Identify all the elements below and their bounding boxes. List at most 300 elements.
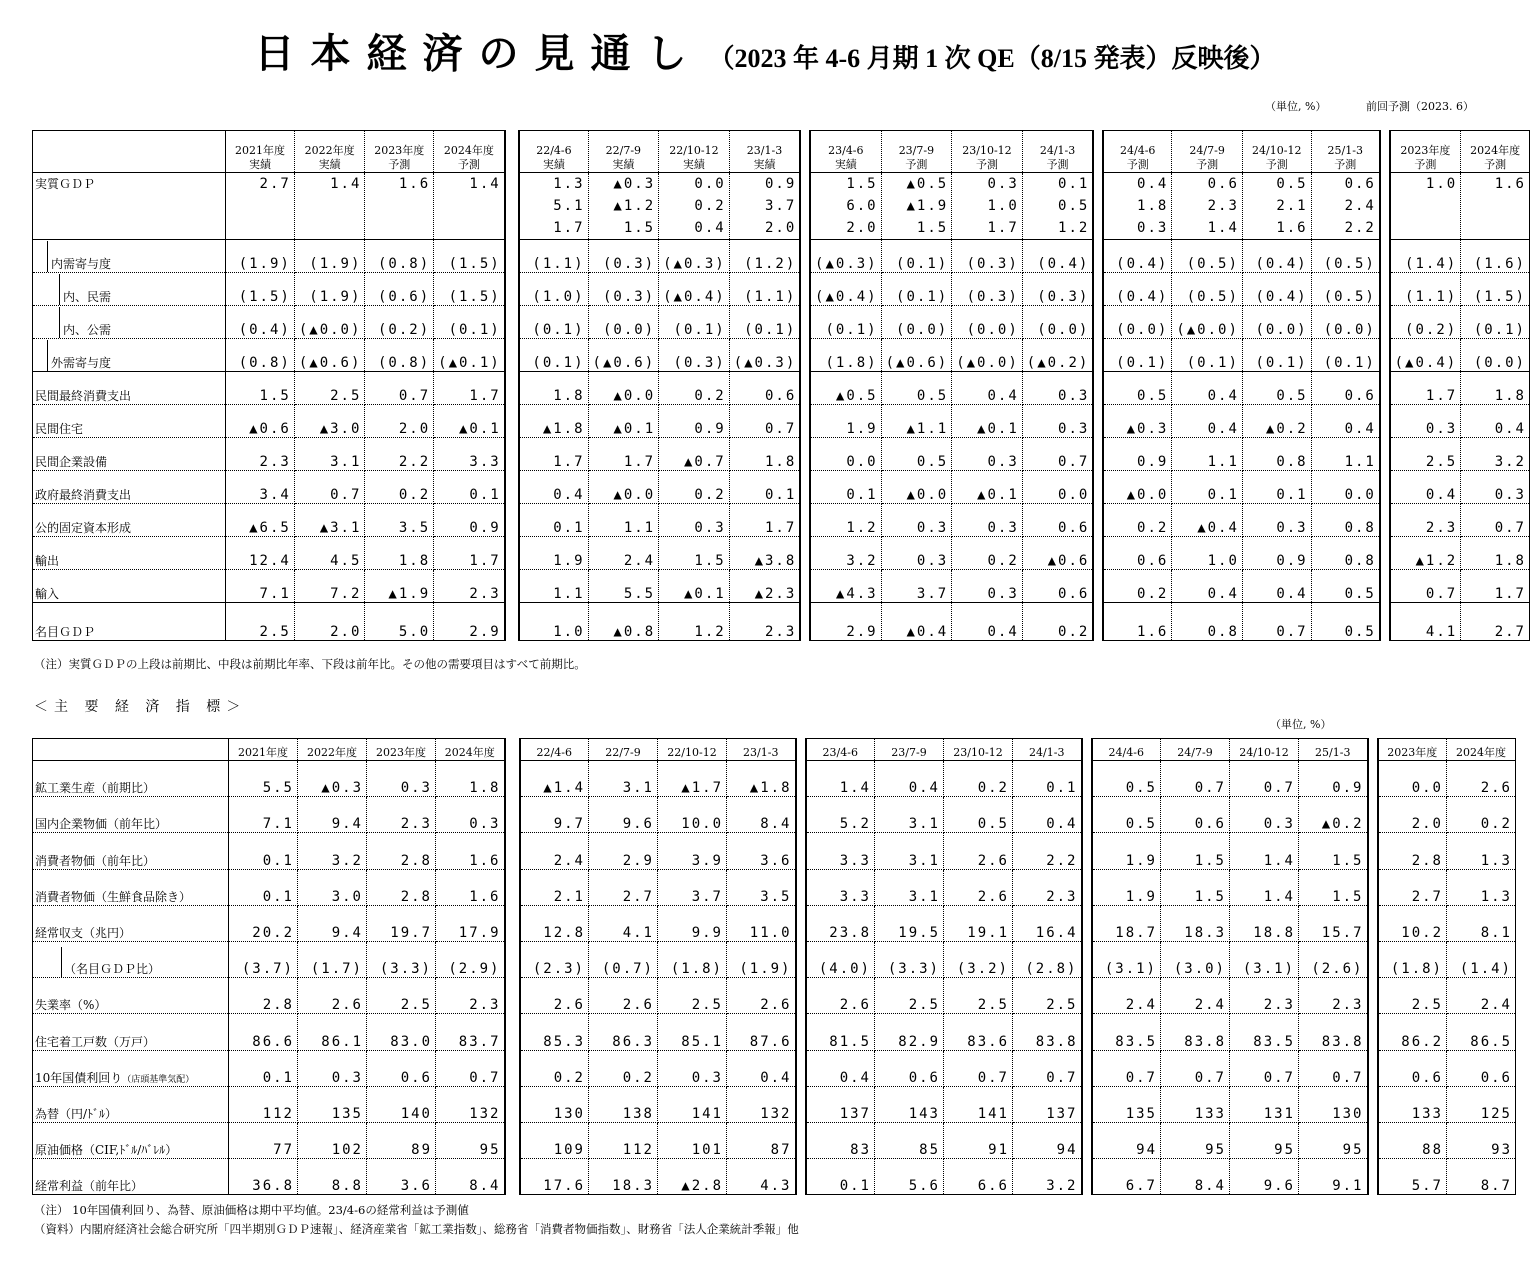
value-cell: [589, 1159, 658, 1195]
value-text: 0.4: [1425, 487, 1458, 503]
column-gap: [505, 306, 520, 339]
value-cell: [298, 1014, 367, 1050]
value-cell: [520, 978, 589, 1014]
value-text: 1.9: [846, 421, 878, 437]
gdp-line: [230, 173, 291, 195]
value-text: 2.5: [259, 624, 291, 640]
value-cell: [1161, 905, 1230, 941]
value-cell: [520, 1122, 589, 1158]
value-cell: [1390, 339, 1461, 372]
value-text: ▲1.4: [543, 780, 585, 797]
value-text: 1.7: [469, 388, 501, 404]
value-text: (0.5): [1186, 289, 1239, 305]
column-header: [1390, 131, 1461, 173]
column-gap: [796, 1122, 806, 1158]
value-cell: [875, 761, 944, 797]
value-cell: [434, 339, 505, 372]
value-text: 0.5: [977, 816, 1009, 833]
column-gap: [505, 1086, 520, 1122]
header-period: 22/7-9: [605, 144, 642, 157]
header-row: [33, 131, 1530, 173]
value-cell: [1092, 1050, 1161, 1086]
value-text: (1.9): [739, 961, 792, 978]
gdp-line: [1316, 217, 1376, 239]
value-text: 0.2: [694, 487, 726, 503]
page-title: [0, 22, 1530, 79]
value-cell: [1022, 471, 1093, 504]
value-cell: [727, 1086, 796, 1122]
table-row: [33, 438, 1530, 471]
column-gap: [1082, 869, 1092, 905]
column-gap: [800, 131, 810, 173]
column-gap: [796, 761, 806, 797]
value-cell: [1230, 1050, 1299, 1086]
value-text: 10.2: [1401, 924, 1443, 941]
value-cell: [1161, 761, 1230, 797]
value-cell: [806, 797, 875, 833]
value-text: 0.5: [916, 454, 949, 470]
column-gap: [796, 1086, 806, 1122]
column-gap: [796, 1014, 806, 1050]
value-text: (▲0.6): [592, 355, 656, 371]
value-text: 140: [400, 1105, 432, 1122]
value-text: 2.3: [1046, 888, 1078, 905]
value-text: (0.1): [1255, 355, 1308, 371]
value-text: 0.7: [1425, 586, 1458, 602]
header-period: 2021年度: [234, 144, 285, 157]
table-row: [33, 306, 1530, 339]
value-text: 0.8: [1276, 454, 1308, 470]
value-text: 0.3: [469, 816, 501, 833]
value-cell: [729, 603, 800, 641]
value-text: 5.6: [908, 1178, 940, 1195]
column-gap: [800, 471, 810, 504]
value-text: 2.5: [691, 997, 723, 1014]
value-cell: [367, 905, 436, 941]
value-cell: [1161, 833, 1230, 869]
value-cell: [589, 1086, 658, 1122]
value-text: (1.5): [448, 289, 501, 305]
value-cell: [1161, 1086, 1230, 1122]
gdp-line: [299, 195, 362, 217]
gdp-value: ▲1.9: [906, 198, 949, 214]
column-gap: [1380, 131, 1390, 173]
row-label: [33, 905, 229, 941]
value-cell: [1311, 603, 1380, 641]
column-gap: [796, 905, 806, 941]
value-cell: [806, 761, 875, 797]
value-cell: [881, 603, 952, 641]
value-cell: [1103, 537, 1172, 570]
value-text: 83.5: [1253, 1033, 1295, 1050]
value-cell: [1378, 1122, 1447, 1158]
value-text: (0.0): [1037, 322, 1090, 338]
value-cell: [1022, 339, 1093, 372]
column-gap: [505, 797, 520, 833]
value-cell: [875, 978, 944, 1014]
value-text: (1.8): [1390, 961, 1443, 978]
value-text: 0.3: [400, 780, 432, 797]
gdp-value-cell: [810, 173, 881, 240]
gdp-value-cell: [729, 173, 800, 240]
value-cell: [1378, 797, 1447, 833]
value-cell: [588, 372, 659, 405]
value-text: 89: [411, 1142, 432, 1159]
value-text: 16.4: [1035, 924, 1078, 941]
value-text: 0.3: [916, 520, 949, 536]
value-text: 0.3: [1263, 816, 1295, 833]
gdp-value: 2.1: [1276, 198, 1308, 214]
row-label-text: 経常収支（兆円）: [35, 925, 132, 940]
value-text: (0.1): [673, 322, 726, 338]
row-label-text: 輸出: [35, 554, 60, 568]
label-inner: [35, 1105, 224, 1122]
value-cell: [1299, 833, 1368, 869]
value-text: 3.3: [839, 888, 871, 905]
value-cell: [434, 405, 505, 438]
value-text: 0.4: [1207, 586, 1239, 602]
value-cell: [1378, 1050, 1447, 1086]
value-text: 0.3: [1058, 421, 1090, 437]
value-text: 2.6: [553, 997, 585, 1014]
gdp-line: [438, 195, 501, 217]
gdp-value-cell: [1390, 173, 1461, 240]
value-text: 132: [760, 1105, 792, 1122]
value-cell: [881, 372, 952, 405]
value-text: 102: [331, 1142, 363, 1159]
value-text: 15.7: [1321, 924, 1364, 941]
value-text: (0.5): [1323, 256, 1376, 272]
column-gap: [1380, 273, 1390, 306]
gdp-line: [438, 217, 501, 239]
value-text: (1.6): [1473, 256, 1526, 272]
header-period: 24/4-6: [1120, 144, 1156, 157]
gdp-line: [956, 195, 1019, 217]
value-text: 18.3: [1184, 924, 1226, 941]
column-header: [436, 739, 505, 761]
value-cell: [365, 471, 434, 504]
column-gap: [1380, 537, 1390, 570]
value-cell: [519, 240, 588, 273]
value-text: 1.5: [259, 388, 291, 404]
header-status: 予測: [1196, 158, 1219, 171]
value-text: 11.0: [749, 924, 792, 941]
gdp-line: [1395, 195, 1458, 217]
gdp-value: 0.6: [1344, 176, 1376, 192]
value-text: 2.5: [908, 997, 940, 1014]
column-gap: [505, 1014, 520, 1050]
value-cell: [589, 905, 658, 941]
column-gap: [1380, 240, 1390, 273]
indicators-table: [32, 738, 1516, 1195]
value-cell: [588, 405, 659, 438]
table-row: [33, 504, 1530, 537]
value-cell: [229, 1122, 298, 1158]
value-text: ▲1.2: [1415, 553, 1458, 569]
column-gap: [1082, 941, 1092, 977]
value-text: 3.5: [398, 520, 431, 536]
value-text: (4.0): [818, 961, 871, 978]
header-period: 22/4-6: [536, 144, 572, 157]
value-text: 3.2: [1494, 454, 1526, 470]
value-text: (0.4): [238, 322, 291, 338]
row-label: [33, 1086, 229, 1122]
value-text: 86.6: [252, 1033, 294, 1050]
value-text: (0.1): [896, 289, 949, 305]
value-cell: [1013, 833, 1082, 869]
value-cell: [294, 405, 365, 438]
value-text: ▲0.6: [1047, 553, 1090, 569]
gdp-value: 1.5: [623, 220, 656, 236]
value-cell: [367, 941, 436, 977]
column-gap: [505, 471, 520, 504]
value-text: (0.1): [532, 355, 585, 371]
value-cell: [1161, 1050, 1230, 1086]
value-text: 2.0: [398, 421, 431, 437]
column-gap: [1368, 941, 1378, 977]
value-cell: [806, 1159, 875, 1195]
value-cell: [1311, 405, 1380, 438]
value-cell: [881, 273, 952, 306]
value-cell: [1103, 339, 1172, 372]
value-cell: [1161, 1122, 1230, 1158]
value-text: 0.7: [469, 1069, 501, 1086]
row-label: [33, 438, 226, 471]
value-cell: [1022, 504, 1093, 537]
table-row: [33, 869, 1516, 905]
value-cell: [875, 869, 944, 905]
value-text: 0.6: [1411, 1069, 1443, 1086]
column-gap: [796, 833, 806, 869]
gdp-value: 1.5: [916, 220, 949, 236]
table-row: [33, 1086, 1516, 1122]
column-gap: [800, 570, 810, 603]
column-gap: [1380, 306, 1390, 339]
gdp-line: [815, 217, 878, 239]
value-cell: [658, 833, 727, 869]
row-label-text: 公的固定資本形成: [35, 521, 132, 535]
value-cell: [1242, 273, 1311, 306]
value-cell: [944, 797, 1013, 833]
header-period: 25/1-3: [1327, 144, 1363, 157]
value-cell: [298, 797, 367, 833]
value-text: (0.8): [377, 355, 431, 371]
value-text: (1.9): [309, 256, 362, 272]
value-text: 2.8: [262, 997, 294, 1014]
value-cell: [1172, 603, 1243, 641]
value-cell: [810, 405, 881, 438]
value-cell: [727, 797, 796, 833]
value-text: 2.1: [553, 888, 585, 905]
header-period: 2024年度: [1470, 144, 1521, 157]
value-cell: [1378, 1159, 1447, 1195]
value-cell: [658, 1014, 727, 1050]
column-gap: [505, 240, 520, 273]
gdp-line: [438, 173, 501, 195]
value-cell: [1242, 504, 1311, 537]
value-cell: [1311, 273, 1380, 306]
value-cell: [365, 273, 434, 306]
value-text: 4.5: [330, 553, 362, 569]
column-gap: [1082, 1122, 1092, 1158]
column-gap: [800, 339, 810, 372]
value-text: 8.1: [1480, 924, 1512, 941]
value-text: 1.7: [623, 454, 656, 470]
row-label: [33, 978, 229, 1014]
value-cell: [1230, 869, 1299, 905]
column-gap: [1368, 833, 1378, 869]
value-text: 77: [273, 1142, 294, 1159]
value-text: 0.8: [1344, 553, 1376, 569]
header-blank: [33, 739, 229, 761]
value-cell: [294, 240, 365, 273]
value-text: 0.0: [1058, 487, 1090, 503]
value-text: 2.3: [259, 454, 291, 470]
row-label: [33, 1014, 229, 1050]
value-text: (▲0.4): [1394, 355, 1458, 371]
value-cell: [1092, 1159, 1161, 1195]
header-status: 予測: [1046, 158, 1069, 171]
table-row: [33, 905, 1516, 941]
value-text: 4.3: [760, 1178, 792, 1195]
value-cell: [1161, 869, 1230, 905]
value-cell: [658, 941, 727, 977]
value-text: 109: [553, 1142, 585, 1159]
value-cell: [1311, 339, 1380, 372]
value-text: 0.3: [331, 1069, 363, 1086]
value-cell: [875, 833, 944, 869]
value-cell: [436, 833, 505, 869]
gdp-value-cell: [226, 173, 295, 240]
value-cell: [1172, 339, 1243, 372]
value-text: 17.6: [543, 1178, 585, 1195]
value-cell: [229, 833, 298, 869]
value-text: (0.1): [1186, 355, 1239, 371]
value-cell: [727, 1159, 796, 1195]
value-text: 83.8: [1035, 1033, 1078, 1050]
value-text: 1.5: [1332, 852, 1364, 869]
row-label: [33, 1050, 229, 1086]
value-text: 2.5: [1411, 997, 1443, 1014]
value-cell: [659, 603, 730, 641]
gdp-value: 1.8: [1137, 198, 1169, 214]
value-text: (1.5): [448, 256, 501, 272]
value-text: (0.3): [602, 256, 656, 272]
value-text: (0.6): [377, 289, 431, 305]
value-cell: [944, 1014, 1013, 1050]
gdp-value-cell: [659, 173, 730, 240]
column-gap: [1093, 240, 1103, 273]
value-cell: [1013, 869, 1082, 905]
gdp-value: 2.2: [1344, 220, 1376, 236]
value-text: 9.4: [331, 924, 363, 941]
value-cell: [589, 797, 658, 833]
value-cell: [1013, 1050, 1082, 1086]
header-period: 23/1-3: [746, 144, 783, 157]
value-text: 0.7: [330, 487, 362, 503]
gdp-value-cell: [294, 173, 365, 240]
value-text: 0.3: [987, 586, 1019, 602]
value-text: ▲0.1: [459, 421, 501, 437]
value-text: (1.0): [532, 289, 585, 305]
value-cell: [229, 1014, 298, 1050]
row-label-text: 政府最終消費支出: [35, 488, 132, 502]
value-cell: [519, 471, 588, 504]
value-cell: [519, 405, 588, 438]
value-text: 0.1: [764, 487, 797, 503]
header-period: 2022年度: [307, 746, 357, 759]
value-text: 101: [691, 1142, 723, 1159]
value-text: (0.1): [825, 322, 878, 338]
value-text: 87: [770, 1142, 792, 1159]
value-cell: [810, 504, 881, 537]
gdp-line: [524, 173, 584, 195]
gdp-label-text: 実質ＧＤＰ: [35, 177, 96, 191]
value-text: 0.7: [1194, 1069, 1226, 1086]
value-text: (0.5): [1186, 256, 1239, 272]
gdp-value: ▲0.3: [613, 176, 656, 192]
value-text: 0.4: [553, 487, 585, 503]
column-header: [1311, 131, 1380, 173]
value-cell: [588, 570, 659, 603]
value-cell: [226, 240, 295, 273]
value-text: 0.6: [400, 1069, 432, 1086]
value-cell: [810, 438, 881, 471]
row-label: [33, 603, 226, 641]
gdp-value: 0.5: [1058, 198, 1090, 214]
gdp-line: [1247, 217, 1308, 239]
value-text: 87.6: [749, 1033, 792, 1050]
value-text: 23.8: [829, 924, 871, 941]
value-cell: [727, 1122, 796, 1158]
value-text: 7.1: [262, 816, 294, 833]
gdp-value-cell: [365, 173, 434, 240]
column-header: [810, 131, 881, 173]
column-gap: [1093, 372, 1103, 405]
value-cell: [588, 339, 659, 372]
gdp-line: [886, 217, 949, 239]
value-text: 0.6: [1480, 1069, 1512, 1086]
value-text: (0.0): [966, 322, 1019, 338]
column-header: [229, 739, 298, 761]
value-text: (0.4): [1116, 256, 1169, 272]
value-cell: [1230, 905, 1299, 941]
gdp-line: [369, 173, 430, 195]
value-cell: [1092, 761, 1161, 797]
value-cell: [229, 1086, 298, 1122]
value-cell: [588, 306, 659, 339]
gdp-value-cell: [881, 173, 952, 240]
gdp-line: [734, 195, 797, 217]
value-cell: [1461, 603, 1530, 641]
value-text: 3.3: [839, 852, 871, 869]
value-text: (1.5): [1473, 289, 1526, 305]
gdp-value: 1.0: [987, 198, 1019, 214]
column-header: [1161, 739, 1230, 761]
value-cell: [875, 1014, 944, 1050]
header-period: 2023年度: [376, 746, 426, 759]
column-gap: [1380, 339, 1390, 372]
gdp-value-cell: [1242, 173, 1311, 240]
header-period: 24/7-9: [1177, 746, 1213, 759]
value-text: ▲0.4: [906, 624, 949, 640]
value-cell: [1242, 570, 1311, 603]
value-text: 18.7: [1115, 924, 1157, 941]
value-cell: [1230, 978, 1299, 1014]
value-cell: [729, 405, 800, 438]
column-gap: [800, 306, 810, 339]
value-text: ▲0.8: [613, 624, 656, 640]
